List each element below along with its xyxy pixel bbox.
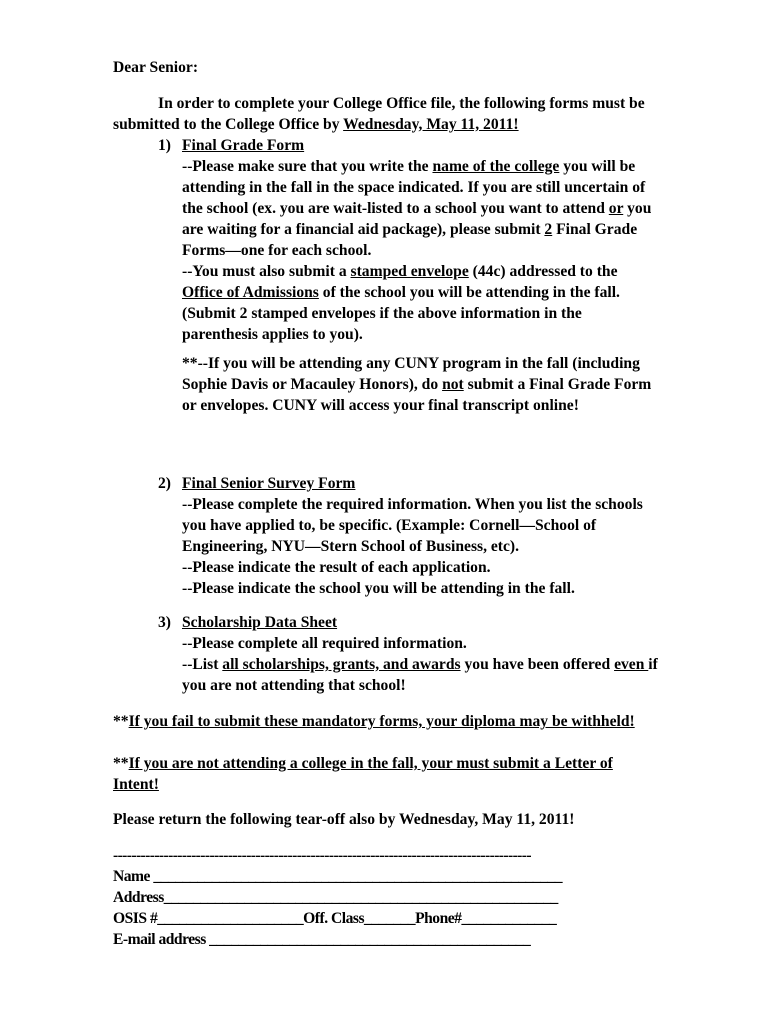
text: ** — [113, 713, 129, 730]
text-underlined: Office of Admissions — [182, 284, 319, 301]
item-title: Scholarship Data Sheet — [182, 614, 338, 631]
item-body — [182, 156, 658, 416]
text: you will be attending in the fall in the space indicated. If you are still uncertain of the school (ex. you are wait-listed to a school you want to attend — [182, 158, 646, 217]
tear-off-dashes: ------------------------------------------------------------------------------------------- — [113, 847, 531, 864]
tear-off — [113, 845, 673, 950]
osis-class-phone-field[interactable]: OSIS #____________________Off. Class_______Phone#_____________ — [113, 910, 557, 927]
item-paragraph: --Please indicate the school you will be attending in the fall. — [182, 580, 575, 597]
name-field[interactable]: Name ________________________________________________________ — [113, 868, 562, 885]
text-underlined: stamped envelope — [350, 263, 469, 280]
text: Final Grade Forms—one for each school. — [182, 221, 638, 259]
item-paragraph: --Please indicate the result of each application. — [182, 559, 491, 576]
item-paragraph: --Please complete the required information. When you list the schools you have applied to, be specific. (Example: Cornell—School of Engineering, NYU—Stern School of Business, etc). — [182, 496, 643, 555]
item-paragraph — [182, 353, 658, 416]
text: you have been offered — [460, 656, 615, 673]
warning-text: If you fail to submit these mandatory forms, your diploma may be withheld! — [128, 713, 635, 730]
item-number: 1) — [158, 137, 171, 154]
text: --Please make sure that you write the — [182, 158, 433, 175]
greeting: Dear Senior: — [113, 59, 199, 76]
text: ** — [113, 755, 129, 772]
warning-text: If you are not attending a college in the fall, your must submit a Letter of Intent! — [113, 755, 613, 793]
text: --List — [182, 656, 223, 673]
text: **--If you will be attending any CUNY program in the fall (including Sophie Davis or Macauley Honors), do — [182, 355, 640, 393]
intro-deadline: Wednesday, May 11, 2011! — [343, 116, 519, 133]
text-underlined: not — [442, 376, 464, 393]
text: --You must also submit a — [182, 263, 351, 280]
text: (44c) addressed to the — [468, 263, 618, 280]
text-underlined: 2 — [544, 221, 553, 238]
item-paragraph — [182, 156, 658, 261]
item-number: 3) — [158, 614, 171, 631]
item-title: Final Grade Form — [182, 137, 305, 154]
email-field[interactable]: E-mail address ____________________________________________ — [113, 931, 531, 948]
item-number: 2) — [158, 475, 171, 492]
text: if you are not attending that school! — [182, 656, 658, 694]
item-paragraph — [182, 654, 658, 696]
text-underlined: or — [608, 200, 624, 217]
text-underlined: even — [614, 656, 649, 673]
text: of the school you will be attending in the fall. (Submit 2 stamped envelopes if the above information in the parenthesis applies to you). — [182, 284, 620, 343]
address-field[interactable]: Address______________________________________________________ — [113, 889, 558, 906]
text-underlined: name of the college — [432, 158, 560, 175]
text: submit a Final Grade Form or envelopes. CUNY will access your final transcript online! — [182, 376, 652, 414]
return-note: Please return the following tear-off also by Wednesday, May 11, 2011! — [113, 811, 575, 828]
warning-diploma — [113, 711, 643, 732]
item-title: Final Senior Survey Form — [182, 475, 356, 492]
item-paragraph: --Please complete all required information. — [182, 635, 467, 652]
intro-text: In order to complete your College Office file, the following forms must be submitted to the College Office by — [113, 95, 645, 133]
warning-letter-of-intent — [113, 753, 643, 795]
text: you are waiting for a financial aid package), please submit — [182, 200, 652, 238]
intro-paragraph — [113, 93, 658, 135]
item-paragraph — [182, 261, 658, 345]
item-body — [182, 494, 658, 599]
item-body — [182, 633, 658, 696]
text-underlined: all scholarships, grants, and awards — [222, 656, 461, 673]
